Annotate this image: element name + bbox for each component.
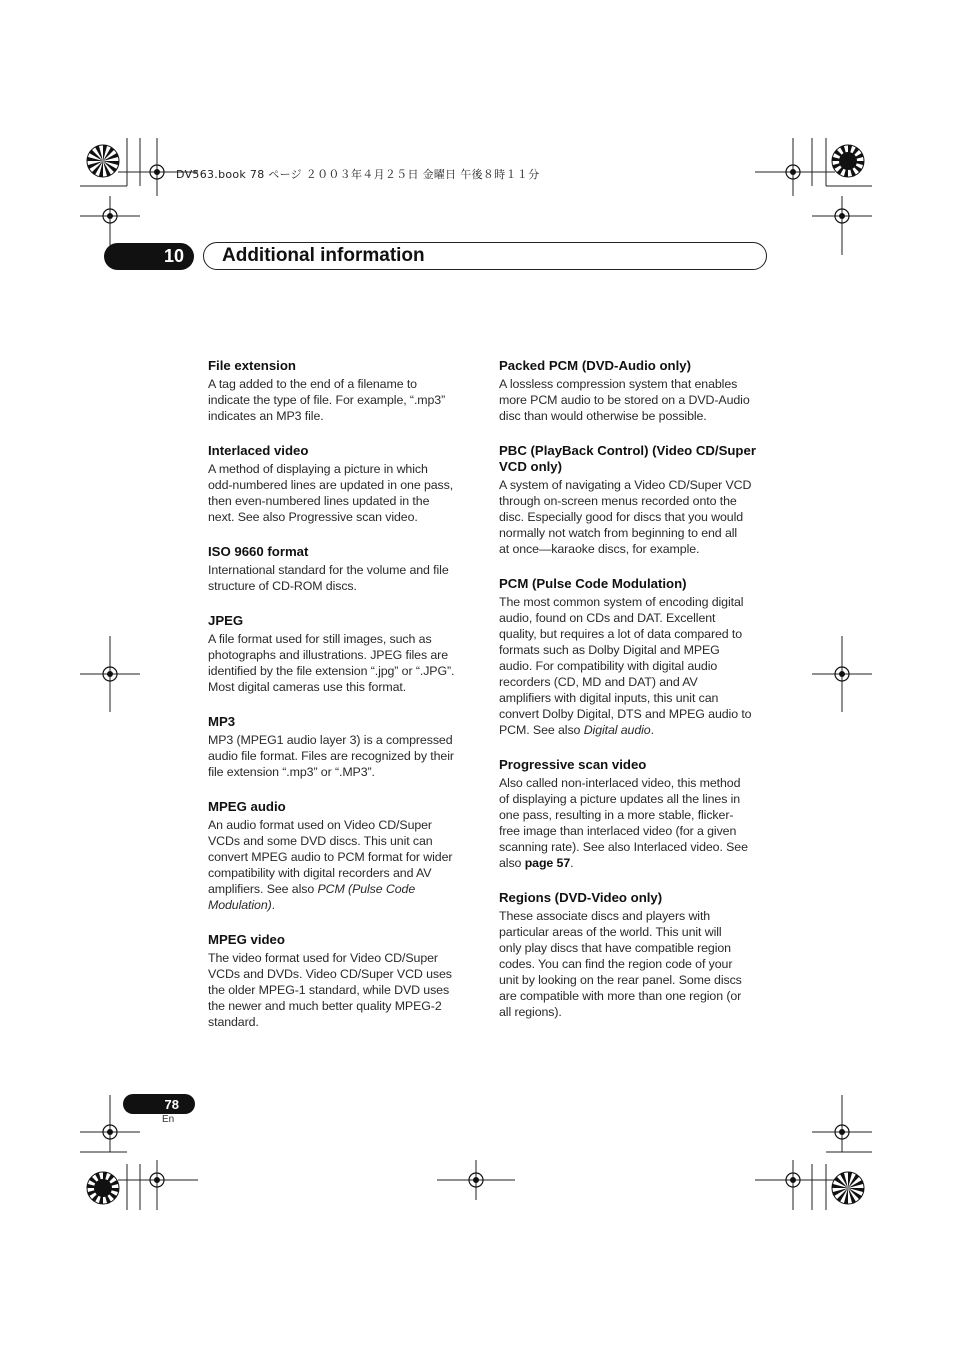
- definition-line: codes. You can find the region code of your: [499, 957, 733, 971]
- definition-text: also: [499, 856, 525, 870]
- glossary-term: File extension: [208, 358, 296, 373]
- definition-line: compatibility with digital recorders and AV: [208, 866, 432, 880]
- cross-reference-term: Modulation): [208, 898, 272, 912]
- glossary-definition: [499, 594, 767, 738]
- definition-line: odd-numbered lines are updated in one pass,: [208, 478, 454, 492]
- definition-line: Most digital cameras use this format.: [208, 680, 407, 694]
- definition-line: A system of navigating a Video CD/Super VCD: [499, 478, 752, 492]
- definition-line: the newer and much better quality MPEG-2: [208, 999, 442, 1013]
- definition-line: more PCM audio to be stored on a DVD-Audio: [499, 393, 750, 407]
- definition-line: recorders (CD, MD and DAT) and AV: [499, 675, 698, 689]
- glossary-right-column: [499, 358, 767, 1039]
- glossary-term: MPEG audio: [208, 799, 286, 814]
- glossary-term-line: PBC (PlayBack Control) (Video CD/Super: [499, 443, 756, 458]
- glossary-definition: [208, 950, 476, 1030]
- glossary-term: PCM (Pulse Code Modulation): [499, 576, 687, 591]
- definition-line: The most common system of encoding digital: [499, 595, 744, 609]
- glossary-term: [499, 443, 767, 475]
- definition-line: identified by the file extension “.jpg” or “.JPG”.: [208, 664, 455, 678]
- glossary-entry: [208, 714, 476, 780]
- definition-line: one pass, resulting in a more stable, flicker-: [499, 808, 734, 822]
- definition-line: A lossless compression system that enables: [499, 377, 738, 391]
- page-reference: page 57: [524, 856, 571, 870]
- definition-line: An audio format used on Video CD/Super: [208, 818, 432, 832]
- glossary-entry: [208, 544, 476, 594]
- glossary-entry: [499, 358, 767, 424]
- definition-line: The video format used for Video CD/Super: [208, 951, 438, 965]
- chapter-number-badge: [104, 243, 194, 270]
- definition-line: A tag added to the end of a filename to: [208, 377, 417, 391]
- definition-line: MP3 (MPEG1 audio layer 3) is a compressed: [208, 733, 453, 747]
- definition-line: only play discs that have compatible region: [499, 941, 731, 955]
- definition-line: International standard for the volume and file: [208, 563, 449, 577]
- chapter-number: 10: [163, 246, 185, 266]
- print-header: DV563.book 78 ページ ２００３年４月２５日 金曜日 午後８時１１分: [176, 168, 540, 181]
- definition-line: file extension “.mp3” or “.MP3”.: [208, 765, 375, 779]
- definition-line: formats such as Dolby Digital and MPEG: [499, 643, 720, 657]
- glossary-definition: [208, 461, 476, 525]
- definition-text: .: [271, 898, 275, 912]
- definition-line: at once—karaoke discs, for example.: [499, 542, 700, 556]
- definition-line: the older MPEG-1 standard, while DVD uses: [208, 983, 450, 997]
- cross-reference-term: PCM (Pulse Code: [317, 882, 416, 896]
- glossary-term: Interlaced video: [208, 443, 309, 458]
- glossary-definition: [499, 376, 767, 424]
- definition-line: convert Dolby Digital, DTS and MPEG audio to: [499, 707, 752, 721]
- definition-line: audio file format. Files are recognized by their: [208, 749, 454, 763]
- definition-line: [499, 855, 767, 871]
- definition-text: .: [650, 723, 654, 737]
- definition-line: standard.: [208, 1015, 259, 1029]
- chapter-title: Additional information: [222, 245, 425, 266]
- definition-line: free image than interlaced video (for a given: [499, 824, 737, 838]
- glossary-definition: [208, 631, 476, 695]
- glossary-definition: [208, 376, 476, 424]
- definition-text: amplifiers. See also: [208, 882, 318, 896]
- definition-line: scanning rate). See also Interlaced video. See: [499, 840, 748, 854]
- definition-line: [208, 881, 476, 897]
- definition-line: [499, 722, 767, 738]
- glossary-definition: [208, 732, 476, 780]
- definition-line: These associate discs and players with: [499, 909, 711, 923]
- definition-line: through on-screen menus recorded onto the: [499, 494, 737, 508]
- definition-line: amplifiers with digital inputs, this unit can: [499, 691, 719, 705]
- definition-line: A method of displaying a picture in which: [208, 462, 428, 476]
- definition-text: .: [570, 856, 574, 870]
- definition-line: next. See also Progressive scan video.: [208, 510, 418, 524]
- definition-line: VCDs and DVDs. Video CD/Super VCD uses: [208, 967, 452, 981]
- glossary-term-line: VCD only): [499, 459, 563, 474]
- glossary-definition: [499, 775, 767, 871]
- definition-line: VCDs and some DVD discs. This unit can: [208, 834, 433, 848]
- definition-line: of displaying a picture updates all the lines in: [499, 792, 741, 806]
- glossary-definition: [499, 908, 767, 1020]
- glossary-left-column: [208, 358, 476, 1049]
- definition-text: PCM. See also: [499, 723, 584, 737]
- glossary-definition: [208, 817, 476, 913]
- glossary-entry: [208, 358, 476, 424]
- definition-line: Also called non-interlaced video, this method: [499, 776, 741, 790]
- definition-line: quality, but requires a lot of data compared to: [499, 627, 743, 641]
- glossary-term: MP3: [208, 714, 236, 729]
- definition-line: all regions).: [499, 1005, 562, 1019]
- definition-line: are compatible with more than one region (or: [499, 989, 742, 1003]
- definition-line: then even-numbered lines updated in the: [208, 494, 430, 508]
- glossary-term: MPEG video: [208, 932, 285, 947]
- definition-line: structure of CD-ROM discs.: [208, 579, 357, 593]
- cross-reference-term: Digital audio: [583, 723, 651, 737]
- glossary-entry: [208, 613, 476, 695]
- definition-line: indicates an MP3 file.: [208, 409, 324, 423]
- definition-line: indicate the type of file. For example, “.mp3”: [208, 393, 446, 407]
- glossary-term: ISO 9660 format: [208, 544, 309, 559]
- glossary-term: Progressive scan video: [499, 757, 647, 772]
- definition-line: particular areas of the world. This unit will: [499, 925, 722, 939]
- glossary-definition: [499, 477, 767, 557]
- page-number-badge: [123, 1094, 195, 1114]
- definition-line: [208, 897, 476, 913]
- definition-line: unit by looking on the rear panel. Some discs: [499, 973, 742, 987]
- definition-line: disc than would otherwise be possible.: [499, 409, 707, 423]
- definition-line: normally not watch from beginning to end all: [499, 526, 738, 540]
- definition-line: convert MPEG audio to PCM format for wider: [208, 850, 453, 864]
- glossary-entry: [499, 576, 767, 738]
- definition-line: disc. Especially good for discs that you would: [499, 510, 744, 524]
- glossary-entry: [499, 890, 767, 1020]
- glossary-definition: [208, 562, 476, 594]
- definition-line: audio. For compatibility with digital audio: [499, 659, 718, 673]
- page-number: 78: [164, 1096, 179, 1112]
- page-language: En: [162, 1114, 175, 1125]
- glossary-entry: [208, 932, 476, 1030]
- definition-line: audio, found on CDs and DAT. Excellent: [499, 611, 716, 625]
- glossary-entry: [208, 443, 476, 525]
- chapter-title-bar: [203, 242, 767, 270]
- glossary-entry: [208, 799, 476, 913]
- glossary-term: JPEG: [208, 613, 244, 628]
- glossary-term: Packed PCM (DVD-Audio only): [499, 358, 691, 373]
- glossary-entry: [499, 757, 767, 871]
- definition-line: A file format used for still images, such as: [208, 632, 432, 646]
- glossary-entry: [499, 443, 767, 557]
- glossary-term: Regions (DVD-Video only): [499, 890, 663, 905]
- definition-line: photographs and illustrations. JPEG files are: [208, 648, 449, 662]
